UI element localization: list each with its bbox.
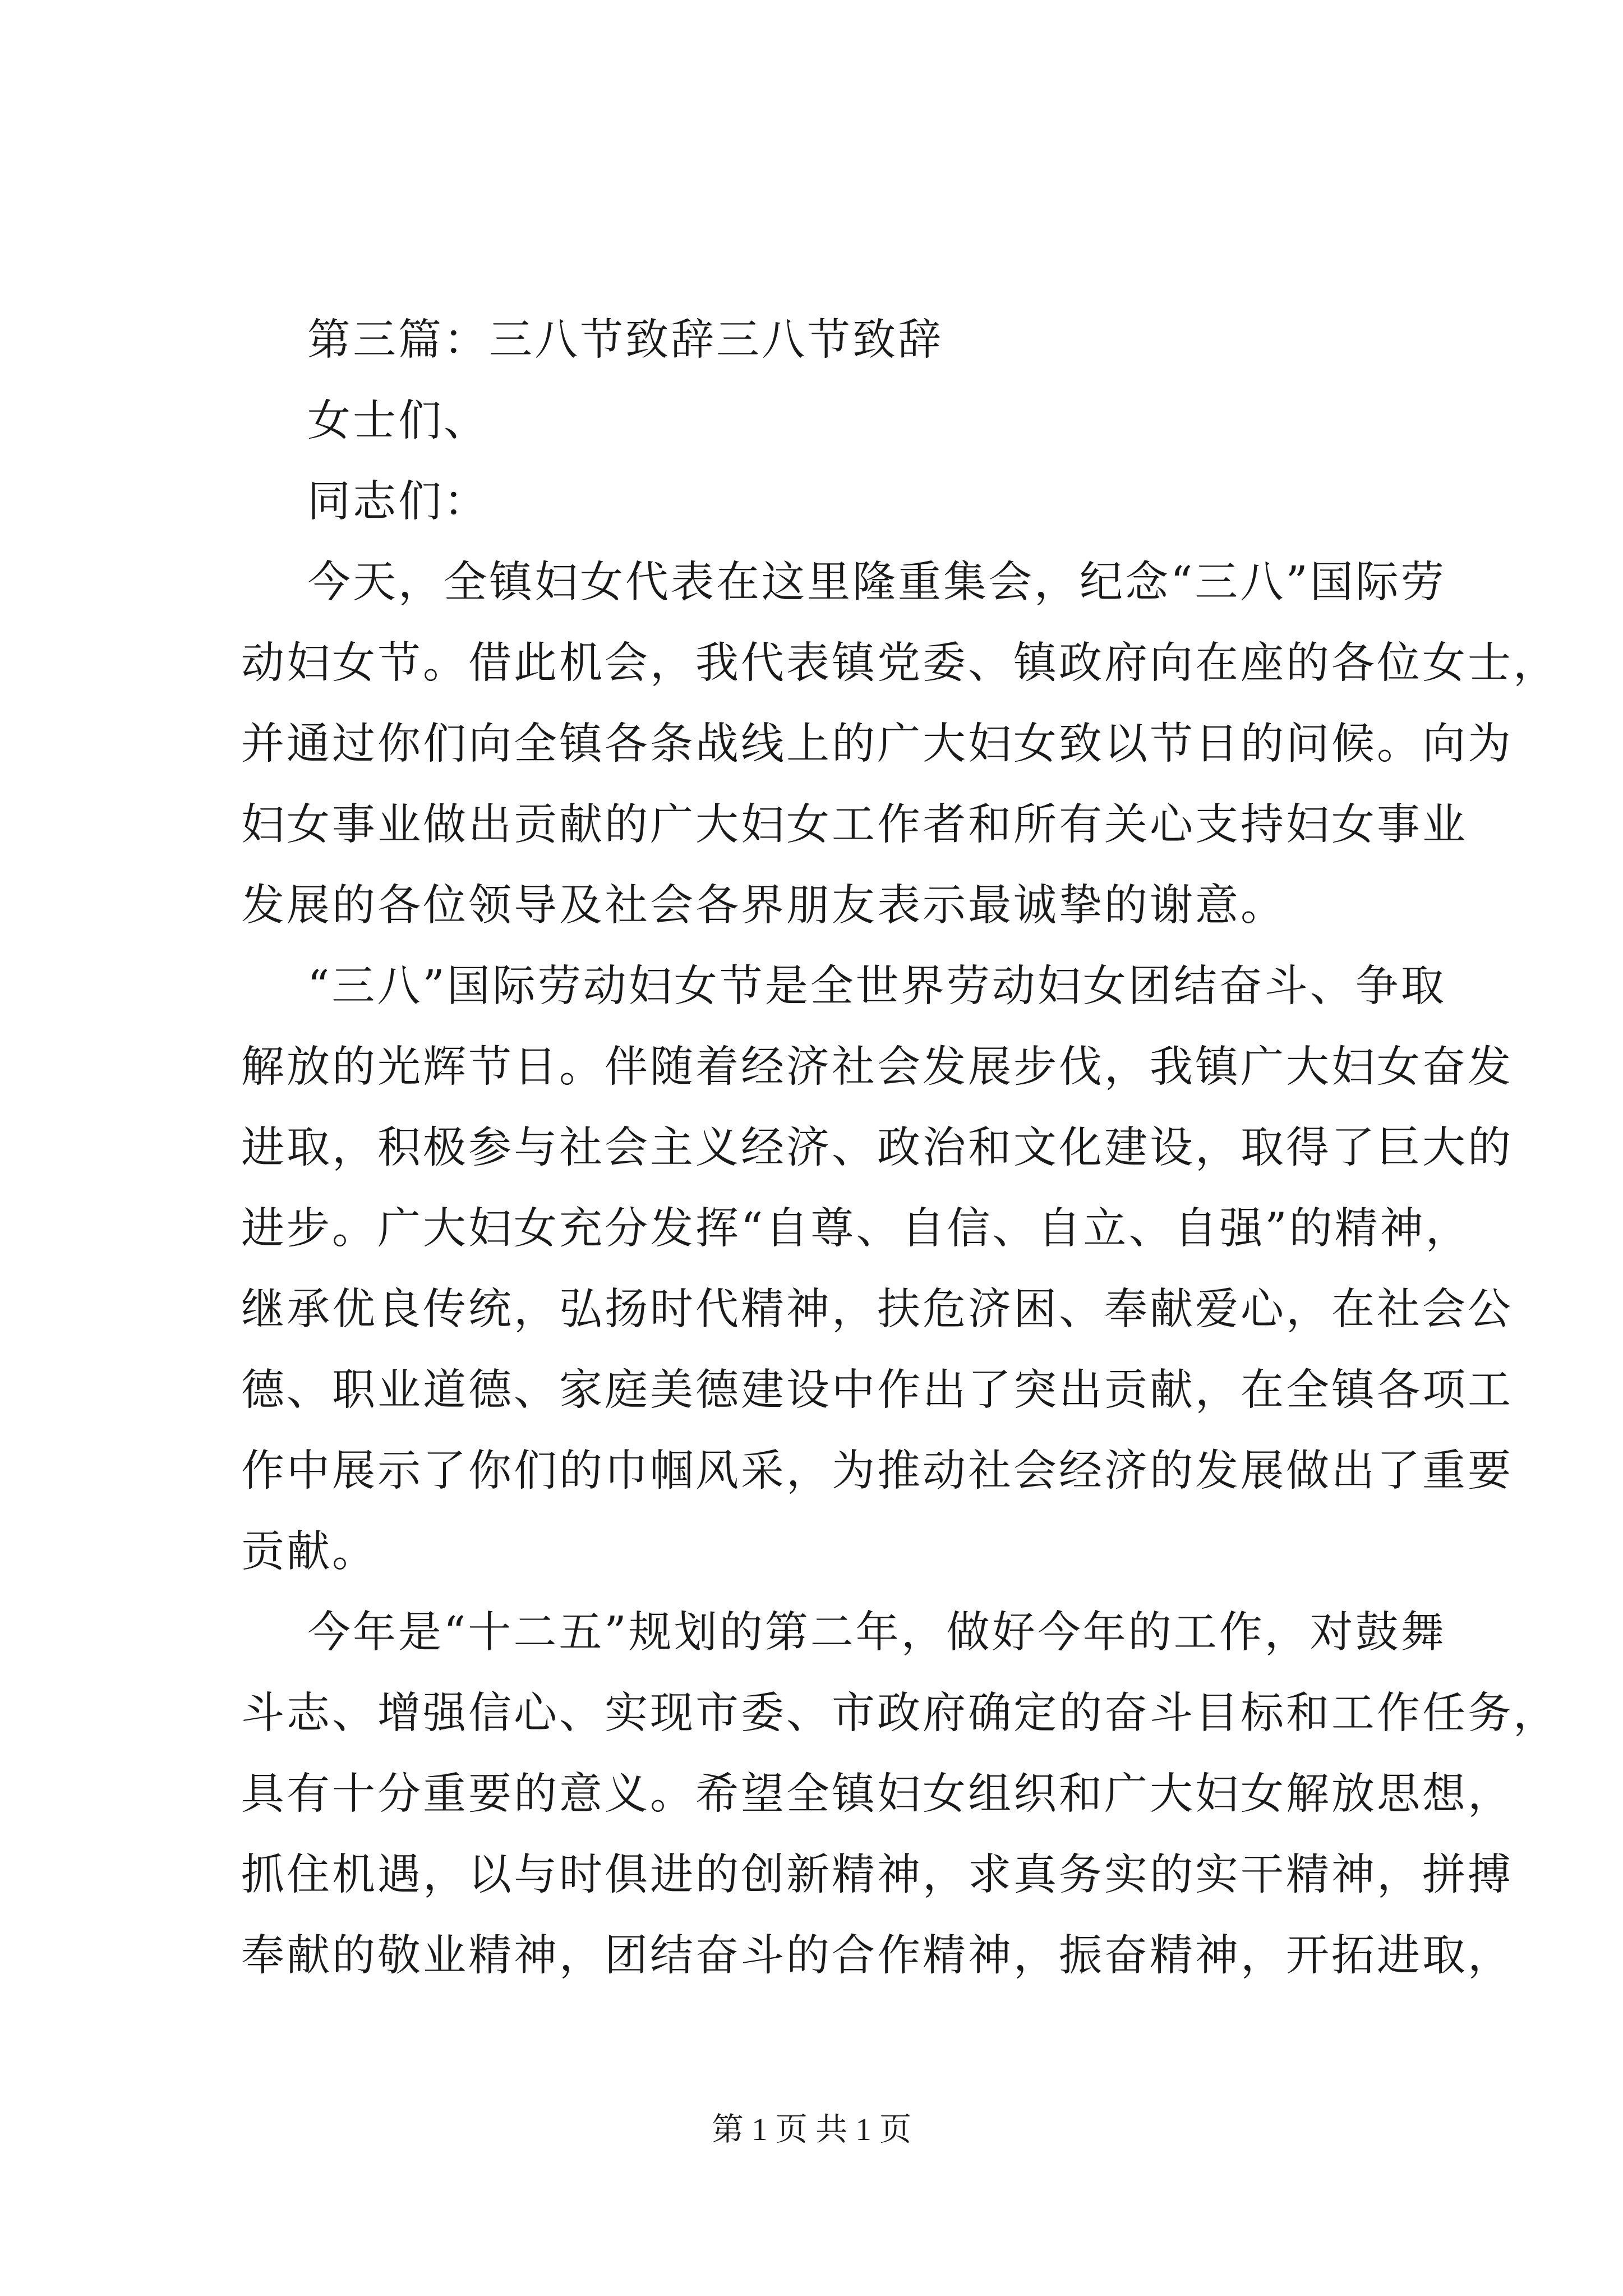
paragraph-line: 妇女事业做出贡献的广大妇女工作者和所有关心支持妇女事业 bbox=[241, 800, 1468, 850]
paragraph-3 bbox=[241, 1593, 1559, 1996]
paragraph-line: 发展的各位领导及社会各界朋友表示最诚挚的谢意。 bbox=[241, 881, 1286, 931]
paragraph-line: 具有十分重要的意义。希望全镇妇女组织和广大妇女解放思想， bbox=[241, 1769, 1513, 1819]
paragraph-line: 抓住机遇，以与时俱进的创新精神，求真务实的实干精神，拼搏 bbox=[241, 1850, 1513, 1900]
paragraph-1 bbox=[241, 542, 1559, 946]
paragraph-line: 进取，积极参与社会主义经济、政治和文化建设，取得了巨大的 bbox=[241, 1123, 1513, 1173]
paragraph-line: 贡献。 bbox=[241, 1527, 377, 1577]
paragraph-line: 并通过你们向全镇各条战线上的广大妇女致以节日的问候。向为 bbox=[241, 719, 1513, 769]
paragraph-line: 今天，全镇妇女代表在这里隆重集会，纪念“三八”国际劳 bbox=[307, 558, 1446, 608]
paragraph-line: 继承优良传统，弘扬时代精神，扶危济困、奉献爱心，在社会公 bbox=[241, 1285, 1513, 1335]
paragraph-line: 德、职业道德、家庭美德建设中作出了突出贡献，在全镇各项工 bbox=[241, 1365, 1513, 1415]
paragraph-line: 作中展示了你们的巾帼风采，为推动社会经济的发展做出了重要 bbox=[241, 1446, 1513, 1496]
salutation-ladies: 女士们、 bbox=[307, 396, 489, 446]
document-title: 第三篇：三八节致辞三八节致辞 bbox=[307, 315, 943, 365]
paragraph-line: 动妇女节。借此机会，我代表镇党委、镇政府向在座的各位女士， bbox=[241, 638, 1559, 688]
salutation-comrades: 同志们： bbox=[307, 477, 489, 527]
paragraph-line: 斗志、增强信心、实现市委、市政府确定的奋斗目标和工作任务， bbox=[241, 1688, 1559, 1738]
paragraph-line: 奉献的敬业精神，团结奋斗的合作精神，振奋精神，开拓进取， bbox=[241, 1931, 1513, 1981]
page-footer: 第 1 页 共 1 页 bbox=[711, 2112, 912, 2147]
paragraph-line: “三八”国际劳动妇女节是全世界劳动妇女团结奋斗、争取 bbox=[307, 961, 1446, 1011]
document-body bbox=[241, 300, 1559, 1996]
paragraph-2 bbox=[241, 946, 1513, 1593]
paragraph-line: 解放的光辉节日。伴随着经济社会发展步伐，我镇广大妇女奋发 bbox=[241, 1042, 1513, 1092]
paragraph-line: 进步。广大妇女充分发挥“自尊、自信、自立、自强”的精神， bbox=[241, 1204, 1471, 1254]
paragraph-line: 今年是“十二五”规划的第二年，做好今年的工作，对鼓舞 bbox=[307, 1608, 1446, 1658]
